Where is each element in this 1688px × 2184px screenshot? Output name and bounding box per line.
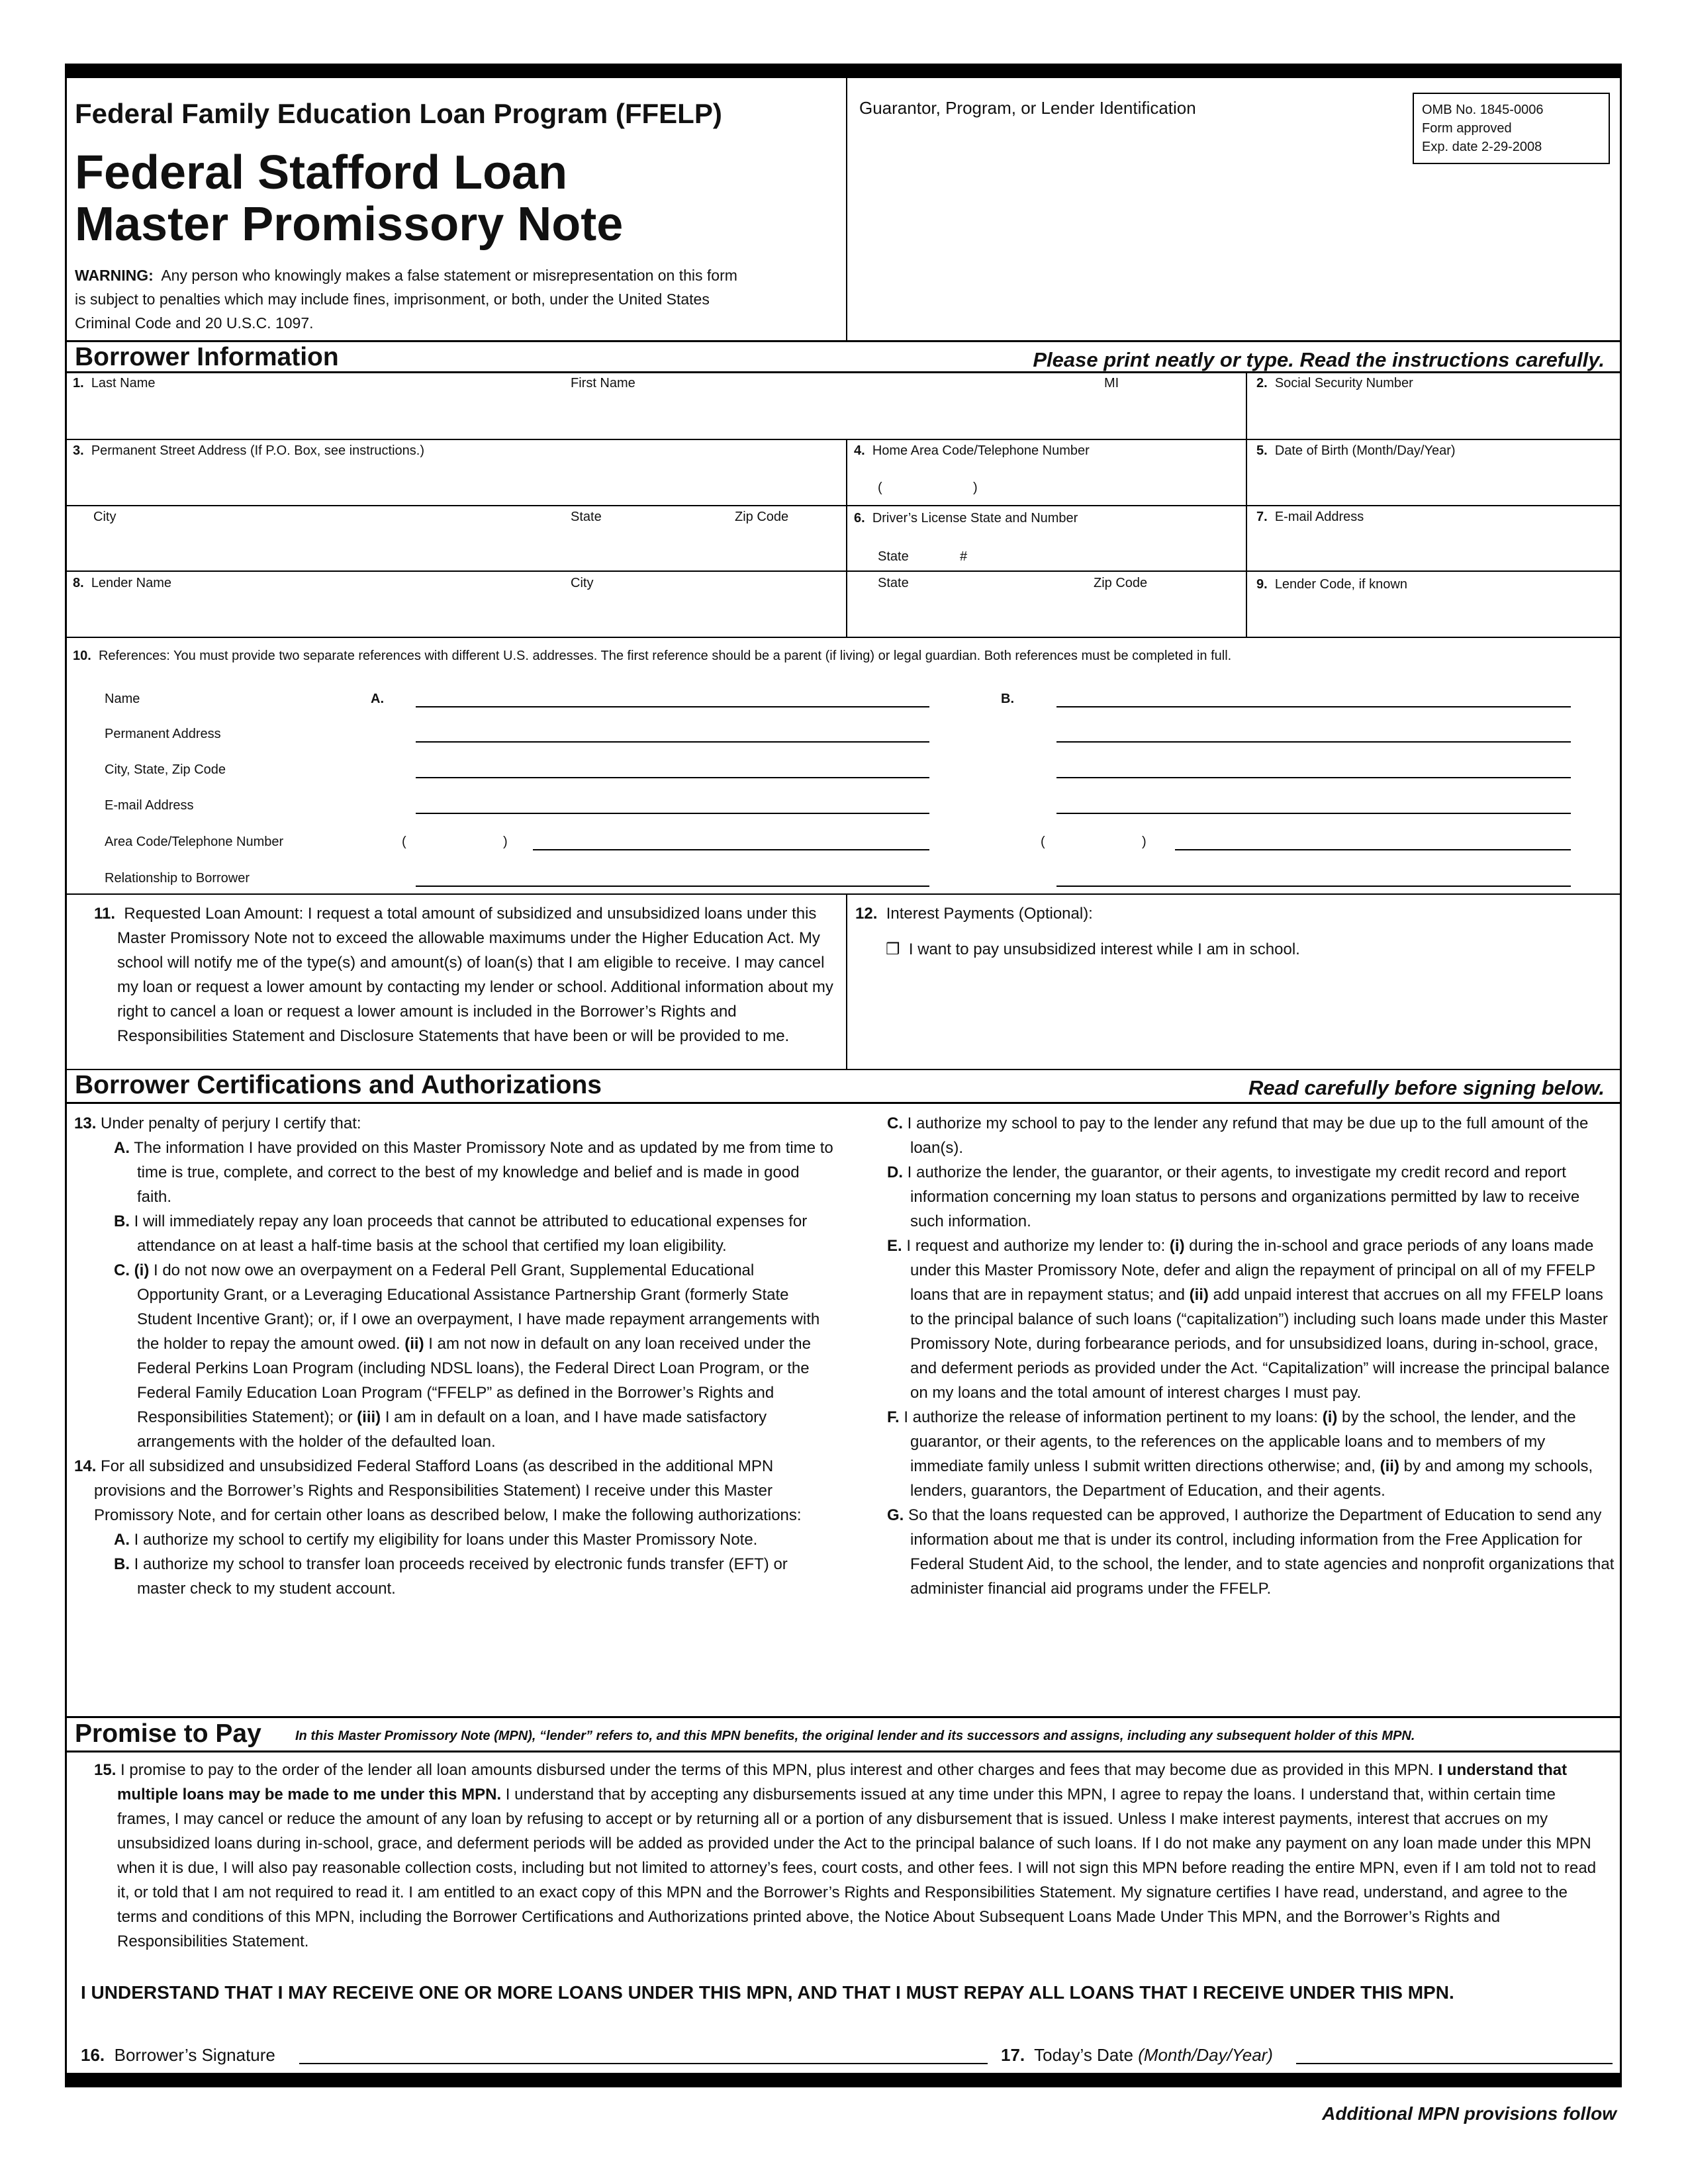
rule: [65, 1102, 1622, 1104]
lender-city-label: City: [571, 576, 594, 590]
rule: [65, 1751, 1622, 1752]
dob-input[interactable]: [1254, 463, 1612, 502]
ref-b-relationship-field[interactable]: [1056, 886, 1571, 887]
promise-subtitle: In this Master Promissory Note (MPN), “lender” refers to, and this MPN benefits, the original lender and its successors and assigns, including any subsequent holder of this MPN.: [295, 1729, 1415, 1743]
ref-a-paren-close: ): [503, 835, 508, 849]
ref-a-paren-open: (: [402, 835, 406, 849]
rule: [65, 1716, 1622, 1718]
ref-a-email-field[interactable]: [416, 813, 929, 814]
ref-row-label: Name: [105, 692, 140, 706]
form-title-line2: Master Promissory Note: [75, 198, 624, 251]
lender-input[interactable]: [73, 594, 1241, 633]
first-name-label: First Name: [571, 376, 635, 390]
expiration-date: Exp. date 2-29-2008: [1422, 140, 1542, 154]
rule: [65, 371, 1622, 373]
city-label: City: [93, 510, 117, 524]
field-4-label: 4. Home Area Code/Telephone Number: [854, 443, 1090, 458]
omb-number: OMB No. 1845-0006: [1422, 103, 1544, 117]
rule: [65, 439, 1622, 440]
certifications-note: Read carefully before signing below.: [1248, 1076, 1605, 1099]
promise-title: Promise to Pay: [75, 1719, 261, 1748]
dl-number-label: #: [960, 549, 968, 564]
ref-b-email-field[interactable]: [1056, 813, 1571, 814]
ref-b-paren-open: (: [1041, 835, 1045, 849]
warning-label: WARNING:: [75, 267, 154, 284]
rule: [65, 637, 1622, 638]
email-input[interactable]: [1254, 528, 1612, 567]
form-title: [75, 147, 623, 250]
field-2-label: 2. Social Security Number: [1256, 376, 1413, 390]
date-field[interactable]: [1296, 2063, 1613, 2064]
field-16-label: 16. Borrower’s Signature: [81, 2045, 275, 2065]
name-input[interactable]: [73, 394, 1241, 435]
rule: [1246, 372, 1247, 637]
ref-b-address-field[interactable]: [1056, 741, 1571, 743]
bottom-bar: [65, 2073, 1622, 2087]
warning-text: [75, 263, 737, 335]
form-title-line1: Federal Stafford Loan: [75, 146, 568, 199]
warning-line1: Any person who knowingly makes a false statement or misrepresentation on this form: [161, 267, 737, 284]
guarantor-label: Guarantor, Program, or Lender Identification: [859, 98, 1196, 118]
state-label: State: [571, 510, 602, 524]
field-17-label: 17. Today’s Date (Month/Day/Year): [1001, 2045, 1273, 2065]
ref-a-name-field[interactable]: [416, 706, 929, 707]
city-state-zip-input[interactable]: [73, 528, 841, 567]
warning-line3: Criminal Code and 20 U.S.C. 1097.: [75, 314, 314, 332]
rule: [65, 893, 1622, 895]
street-address-input[interactable]: [73, 463, 841, 502]
field-9-label: 9. Lender Code, if known: [1256, 577, 1407, 592]
checkbox-icon[interactable]: ❒: [886, 940, 900, 958]
ref-a-city-field[interactable]: [416, 777, 929, 778]
drivers-license-input[interactable]: [923, 543, 1238, 569]
field-6-label: 6. Driver’s License State and Number: [854, 511, 1078, 525]
ref-a-phone-field[interactable]: [533, 849, 929, 850]
top-bar: [65, 64, 1622, 78]
certifications-left-column: 13. Under penalty of perjury I certify that: A. The information I have provided on this Master Promissory Note and as updated by me from time to time is true, complete, and correct to the best of my knowledge and belief and is made in good faith. B. I will immediately repay any loan proceeds that cannot be attributed to educational expenses for attendance on at least a half-time basis at the school that certified my loan eligibility. C. (i) I do not now owe an overpayment on a Federal Pell Grant, Supplemental Educational Opportunity Grant, or a Leveraging Educational Assistance Partnership Grant (formerly State Student Incentive Grant); or, if I owe an overpayment, I have made repayment arrangements with the holder to repay the amount owed. (ii) I am not now in default on any loan received under the Federal Perkins Loan Program (including NDSL loans), the Federal Direct Loan Program, or the Federal Family Education Loan Program (“FFELP” as defined in the Borrower’s Rights and Responsibilities Statement); or (iii) I am in default on a loan, and I have made satisfactory arrangements with the holder of the defaulted loan. 14. For all subsidized and unsubsidized Federal Stafford Loans (as described in the additional MPN provisions and the Borrower’s Rights and Responsibilities Statement) I receive under this Master Promissory Note, and for certain other loans as described below, I make the following authorizations: A. I authorize my school to certify my eligibility for loans under this Master Promissory Note. B. I authorize my school to transfer loan proceeds received by electronic funds transfer (EFT) or master check to my student account.: [74, 1115, 833, 1598]
reference-a-label: A.: [371, 692, 384, 706]
field-3-label: 3. Permanent Street Address (If P.O. Box, see instructions.): [73, 443, 425, 458]
rule: [65, 570, 1622, 572]
ref-a-relationship-field[interactable]: [416, 886, 929, 887]
item-11: 11. Requested Loan Amount: I request a total amount of subsidized and unsubsidized loans under this Master Promissory Note not to exceed the allowable maximums under the Higher Education Act. My school will notify me of the type(s) and amount(s) of loan(s) that I am eligible to receive. I may cancel my loan or request a lower amount by contacting my lender or school. Additional information about my right to cancel a loan or request a lower amount is included in the Borrower’s Rights and Responsibilities Statement and Disclosure Statements that have been or will be provided to me.: [94, 905, 833, 1045]
ssn-input[interactable]: [1254, 394, 1612, 435]
reference-b-label: B.: [1001, 692, 1014, 706]
ref-b-city-field[interactable]: [1056, 777, 1571, 778]
item-15: 15. I promise to pay to the order of the lender all loan amounts disbursed under the terms of this MPN, plus interest and other charges and fees that may become due as provided in this MPN. I understand that multiple loans may be made to me under this MPN. I understand that by accepting any disbursements issued at any time under this MPN, I agree to repay the loans. I understand that, within certain time frames, I may cancel or reduce the amount of any loan by refusing to accept or by returning all or a portion of any disbursement that is issued. Unless I make interest payments, interest that accrues on my unsubsidized loans during in-school, grace, and deferment periods will be added as provided under the Act to the principal balance of such loans. If I do not make any payment on any loan made under this MPN when it is due, I will also pay reasonable collection costs, including but not limited to attorney’s fees, court costs, and other fees. I will not sign this MPN before reading the entire MPN, even if I am told not to read it, or told that I am not required to read it. I am entitled to an exact copy of this MPN and the Borrower’s Rights and Responsibilities Statement. My signature certifies I have read, understand, and agree to the terms and conditions of this MPN, including the Borrower Certifications and Authorizations printed above, the Notice About Subsequent Loans Made Under This MPN, and the Borrower’s Rights and Responsibilities Statement.: [94, 1761, 1597, 1950]
rule: [65, 505, 1622, 506]
ref-row-label: E-mail Address: [105, 798, 194, 813]
ref-row-label: Permanent Address: [105, 727, 221, 741]
rule: [65, 1069, 1622, 1070]
ref-b-phone-field[interactable]: [1175, 849, 1571, 850]
checkbox-label: I want to pay unsubsidized interest while I am in school.: [908, 940, 1300, 958]
ref-b-paren-close: ): [1142, 835, 1147, 849]
rule: [65, 340, 1622, 342]
footer-note: Additional MPN provisions follow: [1322, 2103, 1617, 2124]
rule: [846, 894, 847, 1069]
ref-row-label: City, State, Zip Code: [105, 762, 226, 777]
ref-row-label: Area Code/Telephone Number: [105, 835, 284, 849]
dl-state-label: State: [878, 549, 909, 564]
field-8-label: 8. Lender Name: [73, 576, 171, 590]
signature-field[interactable]: [299, 2063, 988, 2064]
phone-paren-close: ): [973, 480, 978, 495]
field-10-label: 10. References: You must provide two separate references with different U.S. addresses. The first reference should be a parent (if living) or legal guardian. Both references must be completed in full.: [73, 649, 1232, 663]
lender-code-input[interactable]: [1254, 594, 1612, 633]
form-approved: Form approved: [1422, 121, 1512, 136]
zip-label: Zip Code: [735, 510, 789, 524]
ref-a-address-field[interactable]: [416, 741, 929, 743]
mi-label: MI: [1104, 376, 1119, 390]
header-divider: [846, 78, 847, 340]
phone-paren-open: (: [878, 480, 882, 495]
certifications-title: Borrower Certifications and Authorizations: [75, 1071, 602, 1099]
program-name: Federal Family Education Loan Program (FFELP): [75, 98, 722, 129]
omb-box: [1413, 93, 1610, 164]
certifications-right-column: C. I authorize my school to pay to the lender any refund that may be due up to the full amount of the loan(s). D. I authorize the lender, the guarantor, or their agents, to investigate my credit record and report information concerning my loan status to persons and organizations permitted by law to receive such information. E. I request and authorize my lender to: (i) during the in-school and grace periods of any loans made under this Master Promissory Note, defer and align the repayment of principal on all of my FFELP loans that are in repayment status; and (ii) add unpaid interest that accrues on all my FFELP loans to the principal balance of such loans (“capitalization”) including such loans made under this Master Promissory Note, during forbearance periods, and for unsubsidized loans, during in-school, grace, and deferment periods as provided under the Act. “Capitalization” will increase the principal balance on my loans and the total amount of interest charges I must pay. F. I authorize the release of information pertinent to my loans: (i) by the school, the lender, and the guarantor, or their agents, to the references on the applicable loans and to members of my immediate family unless I submit written directions otherwise; and, (ii) by and among my schools, lenders, guarantors, the Department of Education, and their agents. G. So that the loans requested can be approved, I authorize the Department of Education to send any information about me that is under its control, including information from the Free Application for Federal Student Aid, to the school, the lender, and to state agencies and nonprofit organizations that administer financial aid programs under the FFELP.: [887, 1115, 1615, 1598]
item-12: 12. Interest Payments (Optional):: [855, 905, 1093, 923]
lender-zip-label: Zip Code: [1094, 576, 1148, 590]
field-1-label: 1. Last Name: [73, 376, 156, 390]
home-phone-input[interactable]: [887, 477, 1238, 503]
interest-checkbox-row[interactable]: [886, 937, 1300, 962]
lender-state-label: State: [878, 576, 909, 590]
borrower-info-instructions: Please print neatly or type. Read the instructions carefully.: [1033, 348, 1605, 371]
field-7-label: 7. E-mail Address: [1256, 510, 1364, 524]
ref-b-name-field[interactable]: [1056, 706, 1571, 707]
ref-row-label: Relationship to Borrower: [105, 871, 250, 886]
borrower-info-title: Borrower Information: [75, 343, 339, 371]
caps-statement: I UNDERSTAND THAT I MAY RECEIVE ONE OR MORE LOANS UNDER THIS MPN, AND THAT I MUST REPAY ALL LOANS THAT I RECEIVE UNDER THIS MPN.: [81, 1982, 1454, 2003]
warning-line2: is subject to penalties which may include fines, imprisonment, or both, under the United States: [75, 291, 710, 308]
field-5-label: 5. Date of Birth (Month/Day/Year): [1256, 443, 1456, 458]
